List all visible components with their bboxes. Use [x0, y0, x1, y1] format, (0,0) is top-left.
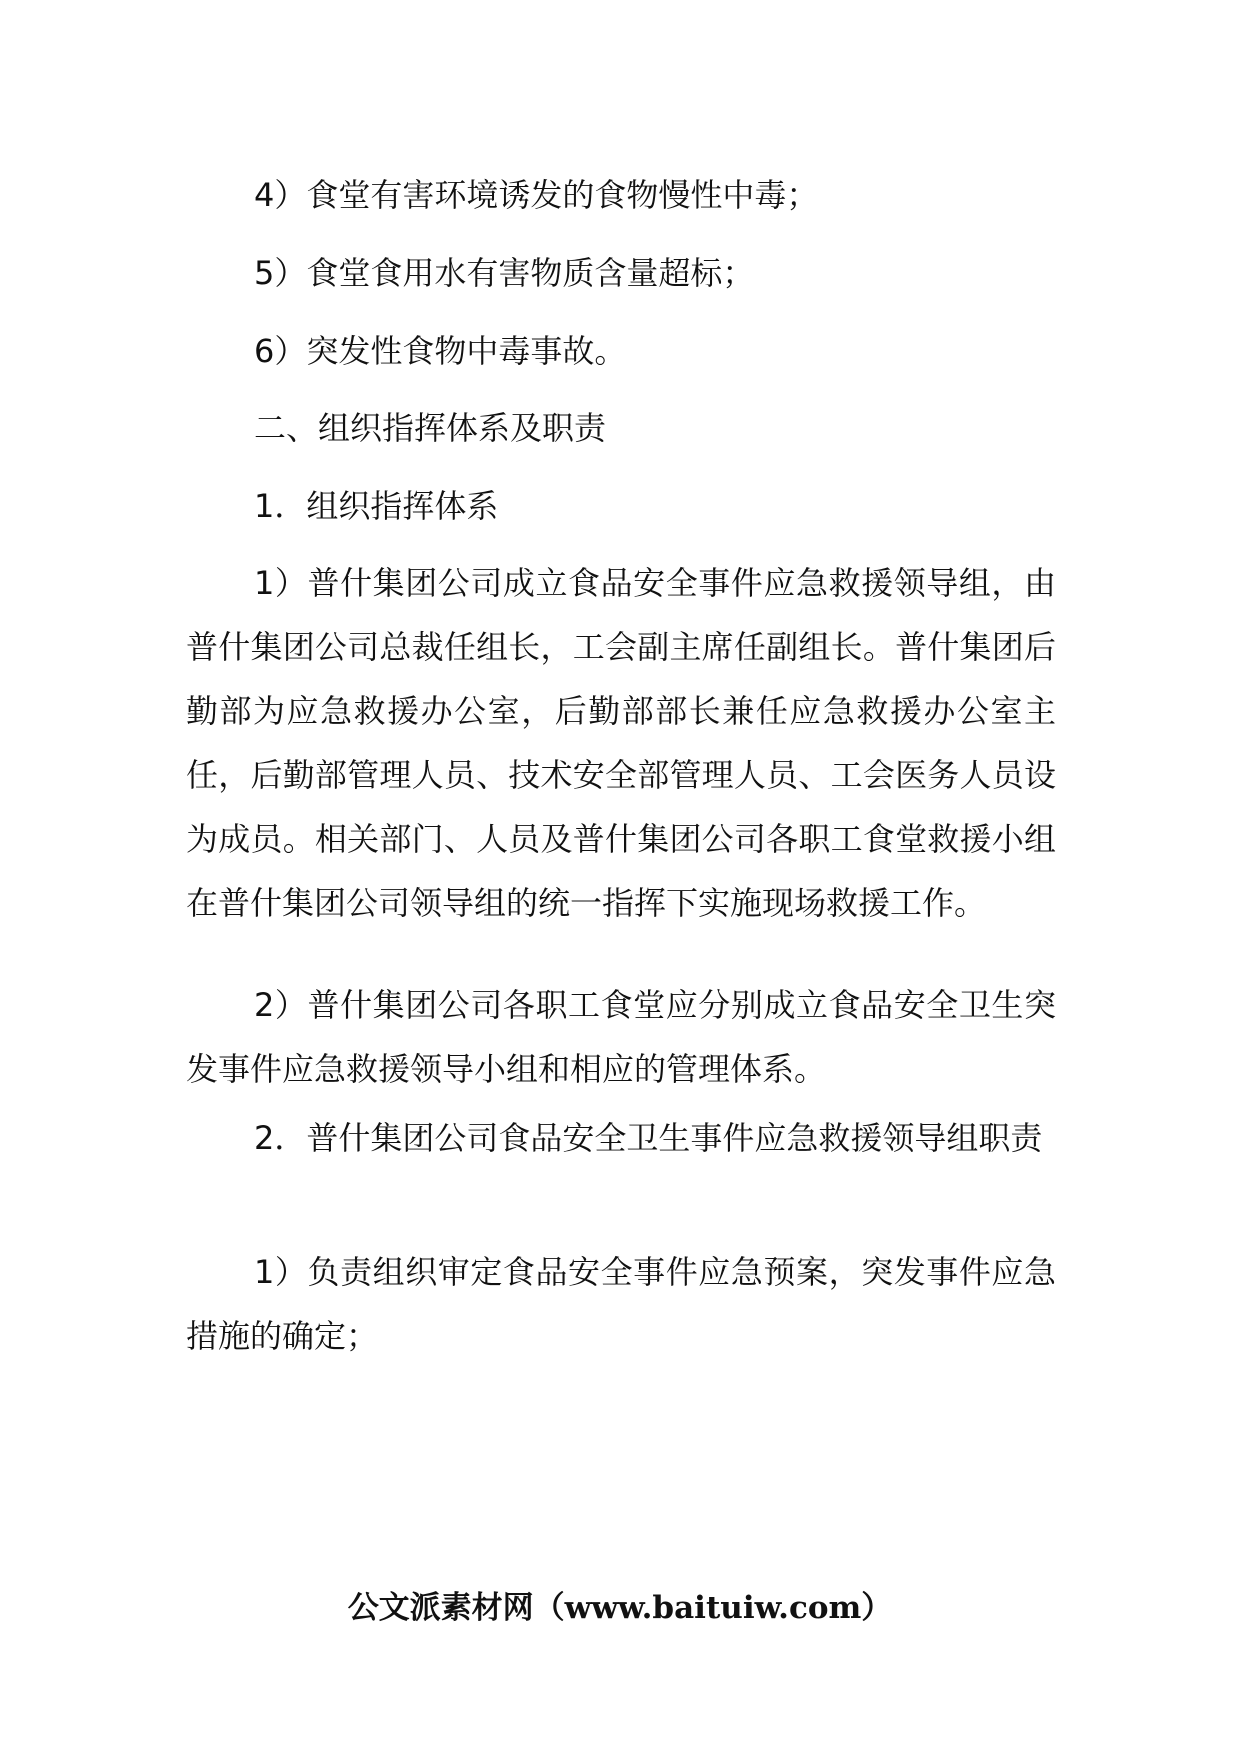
paragraph-organization: 1）普什集团公司成立食品安全事件应急救援领导组，由普什集团公司总裁任组长，工会副主席任副组长。普什集团后勤部为应急救援办公室，后勤部部长兼任应急救援办公室主任，后勤部管理人员、技术安全部管理人员、工会医务人员设为成员。相关部门、人员及普什集团公司各职工食堂救援小组在普什集团公司领导组的统一指挥下实施现场救援工作。 [186, 564, 1056, 922]
paragraph-item-4: 4）食堂有害环境诱发的食物慢性中毒； [254, 176, 819, 214]
paragraph-duty-1: 1）负责组织审定食品安全事件应急预案，突发事件应急措施的确定； [186, 1253, 1056, 1355]
subsection-heading-2: 2．普什集团公司食品安全卫生事件应急救援领导组职责 [254, 1119, 1043, 1157]
paragraph-canteen-groups: 2）普什集团公司各职工食堂应分别成立食品安全卫生突发事件应急救援领导小组和相应的管理体系。 [186, 986, 1056, 1088]
paragraph-item-6: 6）突发性食物中毒事故。 [254, 332, 627, 370]
footer-watermark: 公文派素材网（www.baituiw.com） [347, 1590, 893, 1626]
section-heading: 二、组织指挥体系及职责 [254, 409, 607, 447]
subsection-heading-1: 1．组织指挥体系 [254, 487, 499, 525]
paragraph-item-5: 5）食堂食用水有害物质含量超标； [254, 254, 755, 292]
